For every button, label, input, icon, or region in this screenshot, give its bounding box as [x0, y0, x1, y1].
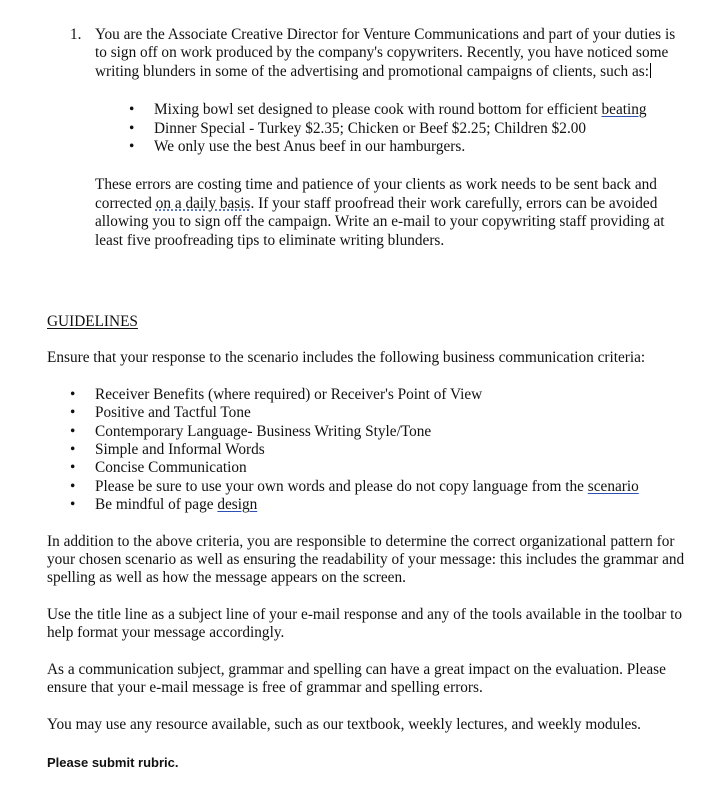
criteria-paragraph: In addition to the above criteria, you are responsible to determine the correct organizational pattern for your chosen scenario as well as ensuring the readability of your message: this includes the grammar and spelling as well as how the message appears on the screen. — [47, 532, 685, 587]
bullet-icon: • — [70, 496, 76, 514]
bullet-icon: • — [70, 477, 76, 495]
list-item: • Mixing bowl set designed to please cook with round bottom for efficient beating — [129, 101, 647, 119]
text-cursor — [650, 63, 651, 78]
bullet-icon: • — [70, 385, 76, 403]
resources-paragraph: You may use any resource available, such as our textbook, weekly lectures, and weekly modules. — [47, 715, 642, 733]
grammar-flag[interactable]: on a daily basis — [155, 194, 251, 212]
guidelines-section — [47, 313, 687, 772]
spelling-flag[interactable]: scenario — [587, 477, 639, 495]
list-item: • Contemporary Language- Business Writing Style/Tone — [70, 422, 432, 440]
list-item: • Simple and Informal Words — [70, 441, 265, 459]
list-item: • Be mindful of page design — [70, 496, 258, 514]
list-item: • We only use the best Anus beef in our hamburgers. — [129, 138, 466, 156]
scenario-closing: These errors are costing time and patience of your clients as work needs to be sent back and corrected on a daily basis. If your staff proofread their work carefully, errors can be avoided allowing you to sign off the campaign. Write an e-mail to your copywriting staff providing at least five proofreading tips to eliminate writing blunders. — [95, 176, 665, 249]
numbered-item-1 — [66, 26, 686, 250]
grammar-paragraph: As a communication subject, grammar and spelling can have a great impact on the evaluation. Please ensure that your e-mail message is free of grammar and spelling errors. — [47, 660, 666, 697]
bullet-icon: • — [70, 441, 76, 459]
criteria-list — [47, 386, 687, 515]
bullet-icon: • — [129, 119, 135, 137]
bullet-icon: • — [70, 404, 76, 422]
guidelines-heading: GUIDELINES — [47, 313, 138, 330]
bullet-icon: • — [129, 138, 135, 156]
guidelines-intro: Ensure that your response to the scenario includes the following business communication criteria: — [47, 349, 646, 367]
bullet-icon: • — [70, 459, 76, 477]
submit-rubric-note: Please submit rubric. — [47, 754, 179, 770]
scenario-intro[interactable]: You are the Associate Creative Director for Venture Communications and part of your duties is to sign off on work produced by the company's copywriters. Recently, you have noticed some writing blunders in some of the advertising and promotional campaigns of clients, such as: — [95, 26, 676, 80]
spelling-flag[interactable]: beating — [601, 101, 647, 119]
subject-line-paragraph: Use the title line as a subject line of your e-mail response and any of the tools available in the toolbar to help format your message accordingly. — [47, 605, 683, 642]
bullet-icon: • — [129, 101, 135, 119]
bullet-icon: • — [70, 422, 76, 440]
list-item: • Dinner Special - Turkey $2.35; Chicken or Beef $2.25; Children $2.00 — [129, 119, 587, 137]
list-item: • Positive and Tactful Tone — [70, 404, 251, 422]
spelling-flag[interactable]: design — [217, 496, 258, 514]
list-number: 1. — [70, 26, 82, 43]
list-item: • Concise Communication — [70, 459, 247, 477]
list-item: • Receiver Benefits (where required) or Receiver's Point of View — [70, 385, 483, 403]
list-item: • Please be sure to use your own words and please do not copy language from the scenario — [70, 477, 639, 495]
blunder-examples-list — [95, 101, 686, 156]
